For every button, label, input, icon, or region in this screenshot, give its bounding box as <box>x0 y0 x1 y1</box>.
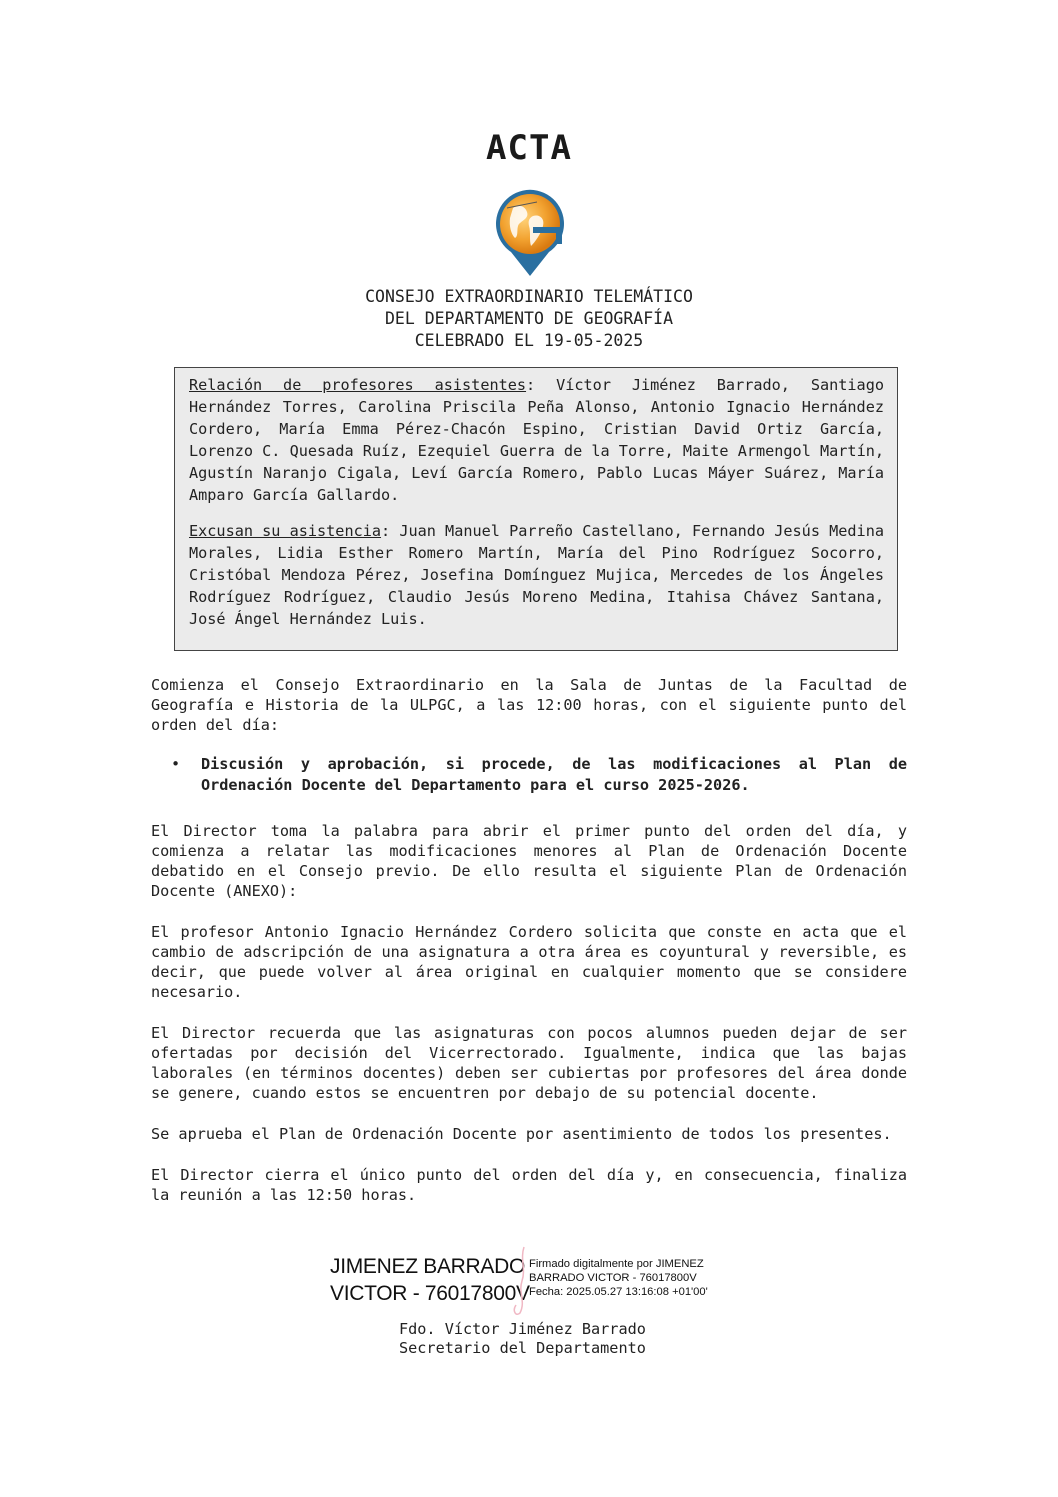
agenda-item-text: Discusión y aprobación, si procede, de las modificaciones al Plan de Ordenación Docente del Departamento para el curso 2025-2026. <box>201 755 907 794</box>
geography-department-logo <box>489 186 571 278</box>
paragraph-5: El Director cierra el único punto del orden del día y, en consecuencia, finaliza la reunión a las 12:50 horas. <box>151 1166 907 1204</box>
signer-name: Fdo. Víctor Jiménez Barrado <box>399 1320 646 1338</box>
bullet-icon: • <box>171 755 181 773</box>
signature-name-line-1: JIMENEZ BARRADO <box>330 1255 526 1278</box>
attendance-box <box>174 367 898 651</box>
signature-name-line-2: VICTOR - 76017800V <box>330 1282 530 1305</box>
digital-signature <box>330 1245 750 1315</box>
intro-paragraph: Comienza el Consejo Extraordinario en la Sala de Juntas de la Facultad de Geografía e Historia de la ULPGC, a las 12:00 horas, con el siguiente punto del orden del día: <box>151 676 907 734</box>
heading-line-3: CELEBRADO EL 19-05-2025 <box>414 331 644 350</box>
agenda-list <box>151 754 907 796</box>
heading-line-1: CONSEJO EXTRAORDINARIO TELEMÁTICO <box>365 287 693 306</box>
signature-detail-line-2: BARRADO VICTOR - 76017800V <box>529 1272 697 1284</box>
signature-details <box>529 1257 708 1299</box>
present-paragraph <box>189 374 884 506</box>
paragraph-1: El Director toma la palabra para abrir el primer punto del orden del día, y comienza a relatar las modificaciones menores al Plan de Ordenación Docente debatido en el Consejo previo. De ello resulta el siguiente Plan de Ordenación Docente (ANEXO): <box>151 822 907 900</box>
present-list: : Víctor Jiménez Barrado, Santiago Hernández Torres, Carolina Priscila Peña Alonso, Antonio Ignacio Hernández Cordero, María Emma Pérez-Chacón Espino, Cristian David Ortiz García, Lorenzo C. Quesada Ruíz, Ezequiel Guerra de la Torre, Maite Armengol Martín, Agustín Naranjo Cigala, Leví García Romero, Pablo Lucas Máyer Suárez, María Amparo García Gallardo. <box>189 376 884 504</box>
signer-role: Secretario del Departamento <box>399 1339 646 1357</box>
signer-block <box>399 1320 646 1358</box>
paragraph-3: El Director recuerda que las asignaturas con pocos alumnos pueden dejar de ser ofertadas por decisión del Vicerrectorado. Igualmente, indica que las bajas laborales (en términos docentes) deben ser cubiertas por profesores del área donde se genere, cuando estos se encuentren por debajo de su potencial docente. <box>151 1024 907 1102</box>
heading-line-2: DEL DEPARTAMENTO DE GEOGRAFÍA <box>384 309 674 328</box>
document-title: ACTA <box>486 128 572 168</box>
signature-detail-line-1: Firmado digitalmente por JIMENEZ <box>529 1258 704 1270</box>
excused-paragraph <box>189 520 884 630</box>
excused-list: : Juan Manuel Parreño Castellano, Fernando Jesús Medina Morales, Lidia Esther Romero Martín, María del Pino Rodríguez Socorro, Cristóbal Mendoza Pérez, Josefina Domínguez Mujica, Mercedes de los Ángeles Rodríguez Rodríguez, Claudio Jesús Moreno Medina, Itahisa Chávez Santana, José Ángel Hernández Luis. <box>189 522 884 628</box>
excused-label: Excusan su asistencia <box>189 522 382 540</box>
document-heading <box>0 286 1058 352</box>
paragraph-4: Se aprueba el Plan de Ordenación Docente por asentimiento de todos los presentes. <box>151 1125 892 1143</box>
agenda-item <box>151 754 907 796</box>
present-label: Relación de profesores asistentes <box>189 376 527 394</box>
paragraph-2: El profesor Antonio Ignacio Hernández Cordero solicita que conste en acta que el cambio de adscripción de una asignatura a otra área es coyuntural y reversible, es decir, que puede volver al área original en cualquier momento que se considere necesario. <box>151 923 907 1001</box>
minutes-body <box>151 675 907 1226</box>
signature-detail-line-3: Fecha: 2025.05.27 13:16:08 +01'00' <box>529 1286 708 1298</box>
